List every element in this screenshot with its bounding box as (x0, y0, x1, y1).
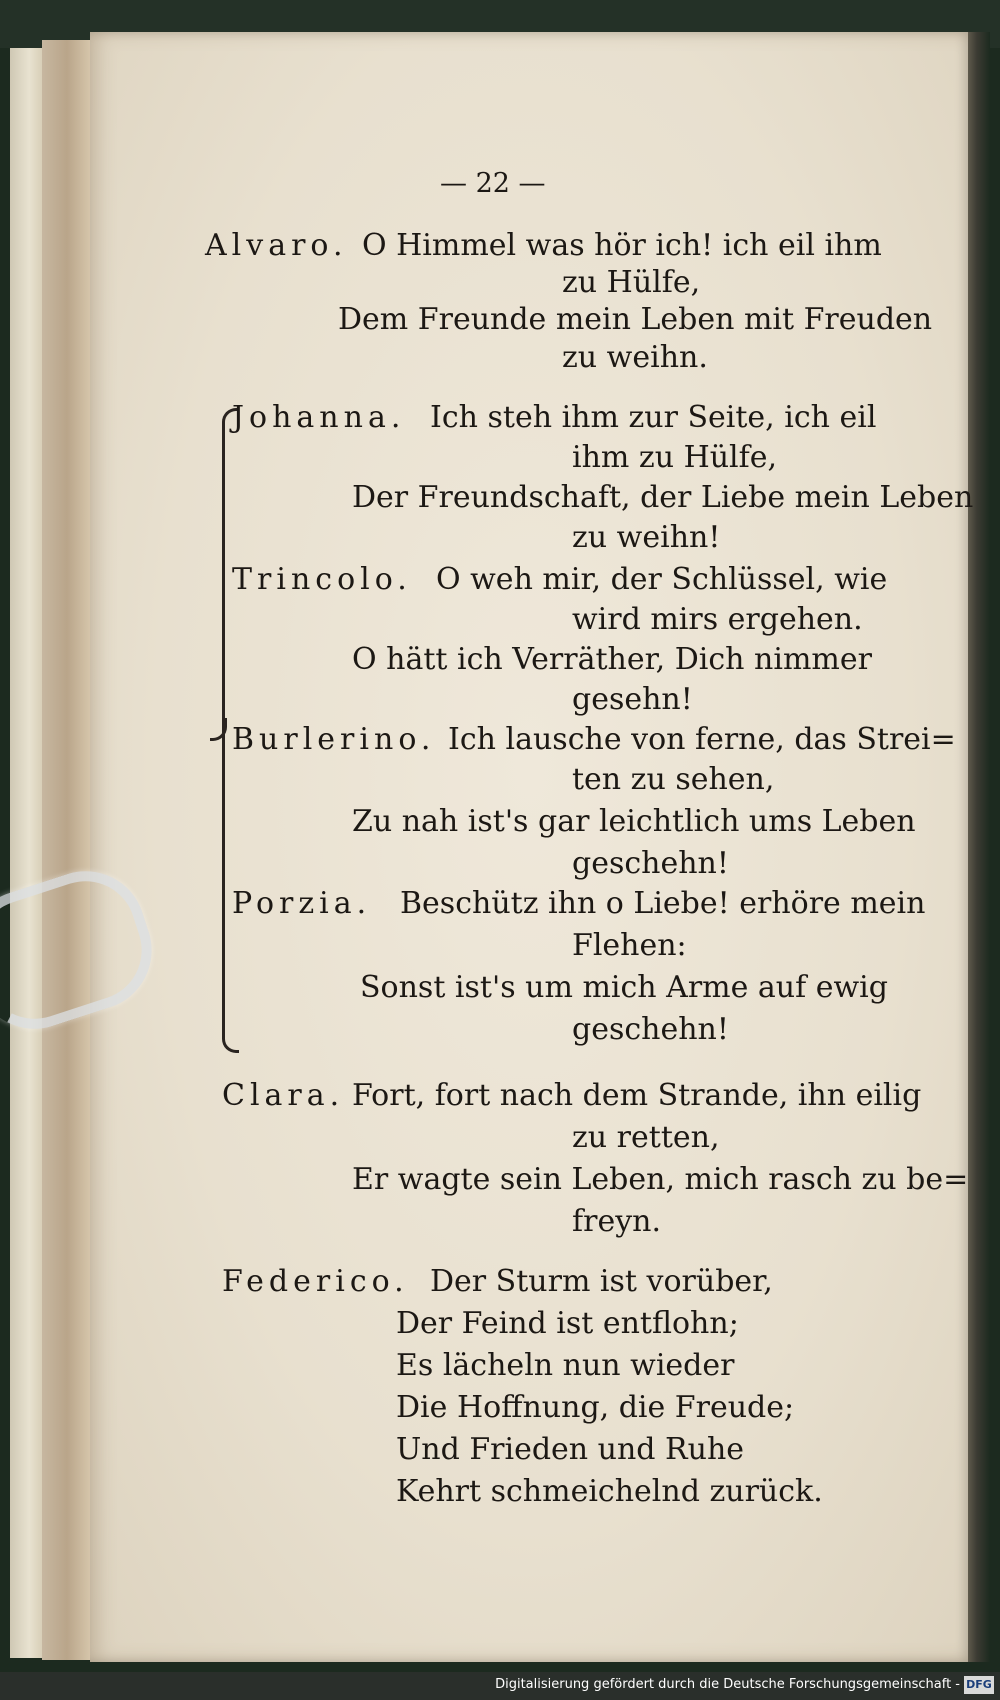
verse-line: freyn. (572, 1204, 662, 1239)
verse-line: zu retten, (572, 1120, 720, 1155)
verse-line: zu weihn. (562, 340, 708, 375)
footer-credit: Digitalisierung gefördert durch die Deutsche Forschungsgemeinschaft - (495, 1677, 960, 1692)
verse-line: gesehn! (572, 682, 693, 717)
speaker-alvaro: Alvaro. (205, 228, 348, 263)
verse-line: geschehn! (572, 1012, 729, 1047)
speaker-trincolo: Trincolo. (232, 562, 412, 597)
verse-line: Fort, fort nach dem Strande, ihn eilig (352, 1078, 922, 1113)
verse-line: Ich lausche von ferne, das Strei= (448, 722, 956, 757)
verse-line: O Himmel was hör ich! ich eil ihm (362, 228, 882, 263)
verse-line: Flehen: (572, 928, 687, 963)
speaker-burlerino: Burlerino. (232, 722, 436, 757)
verse-line: Es lächeln nun wieder (396, 1348, 735, 1383)
page-right-shadow (968, 32, 990, 1662)
dfg-logo: DFG (964, 1676, 994, 1694)
book-binding-edge (42, 40, 92, 1660)
verse-line: geschehn! (572, 846, 729, 881)
page-number: — 22 — (440, 168, 546, 199)
verse-line: Die Hoffnung, die Freude; (396, 1390, 795, 1425)
verse-line: Der Sturm ist vorüber, (430, 1264, 773, 1299)
verse-line: zu Hülfe, (562, 265, 701, 300)
speaker-clara: Clara. (222, 1078, 345, 1113)
page-stack-edge (10, 48, 42, 1658)
verse-line: ten zu sehen, (572, 762, 775, 797)
verse-line: O weh mir, der Schlüssel, wie (436, 562, 888, 597)
verse-line: Sonst ist's um mich Arme auf ewig (360, 970, 888, 1005)
verse-line: Er wagte sein Leben, mich rasch zu be= (352, 1162, 969, 1197)
verse-line: O hätt ich Verräther, Dich nimmer (352, 642, 872, 677)
verse-line: Kehrt schmeichelnd zurück. (396, 1474, 823, 1509)
verse-line: Und Frieden und Ruhe (396, 1432, 745, 1467)
verse-line: Dem Freunde mein Leben mit Freuden (338, 302, 933, 337)
verse-line: wird mirs ergehen. (572, 602, 863, 637)
verse-line: Der Freundschaft, der Liebe mein Leben (352, 480, 974, 515)
verse-line: Zu nah ist's gar leichtlich ums Leben (352, 804, 916, 839)
verse-line: zu weihn! (572, 520, 721, 555)
speaker-porzia: Porzia. (232, 886, 372, 921)
speaker-federico: Federico. (222, 1264, 409, 1299)
verse-line: Ich steh ihm zur Seite, ich eil (430, 400, 877, 435)
verse-line: Der Feind ist entflohn; (396, 1306, 739, 1341)
speaker-johanna: Johanna. (232, 400, 406, 435)
verse-line: Beschütz ihn o Liebe! erhöre mein (400, 886, 926, 921)
verse-line: ihm zu Hülfe, (572, 440, 778, 475)
